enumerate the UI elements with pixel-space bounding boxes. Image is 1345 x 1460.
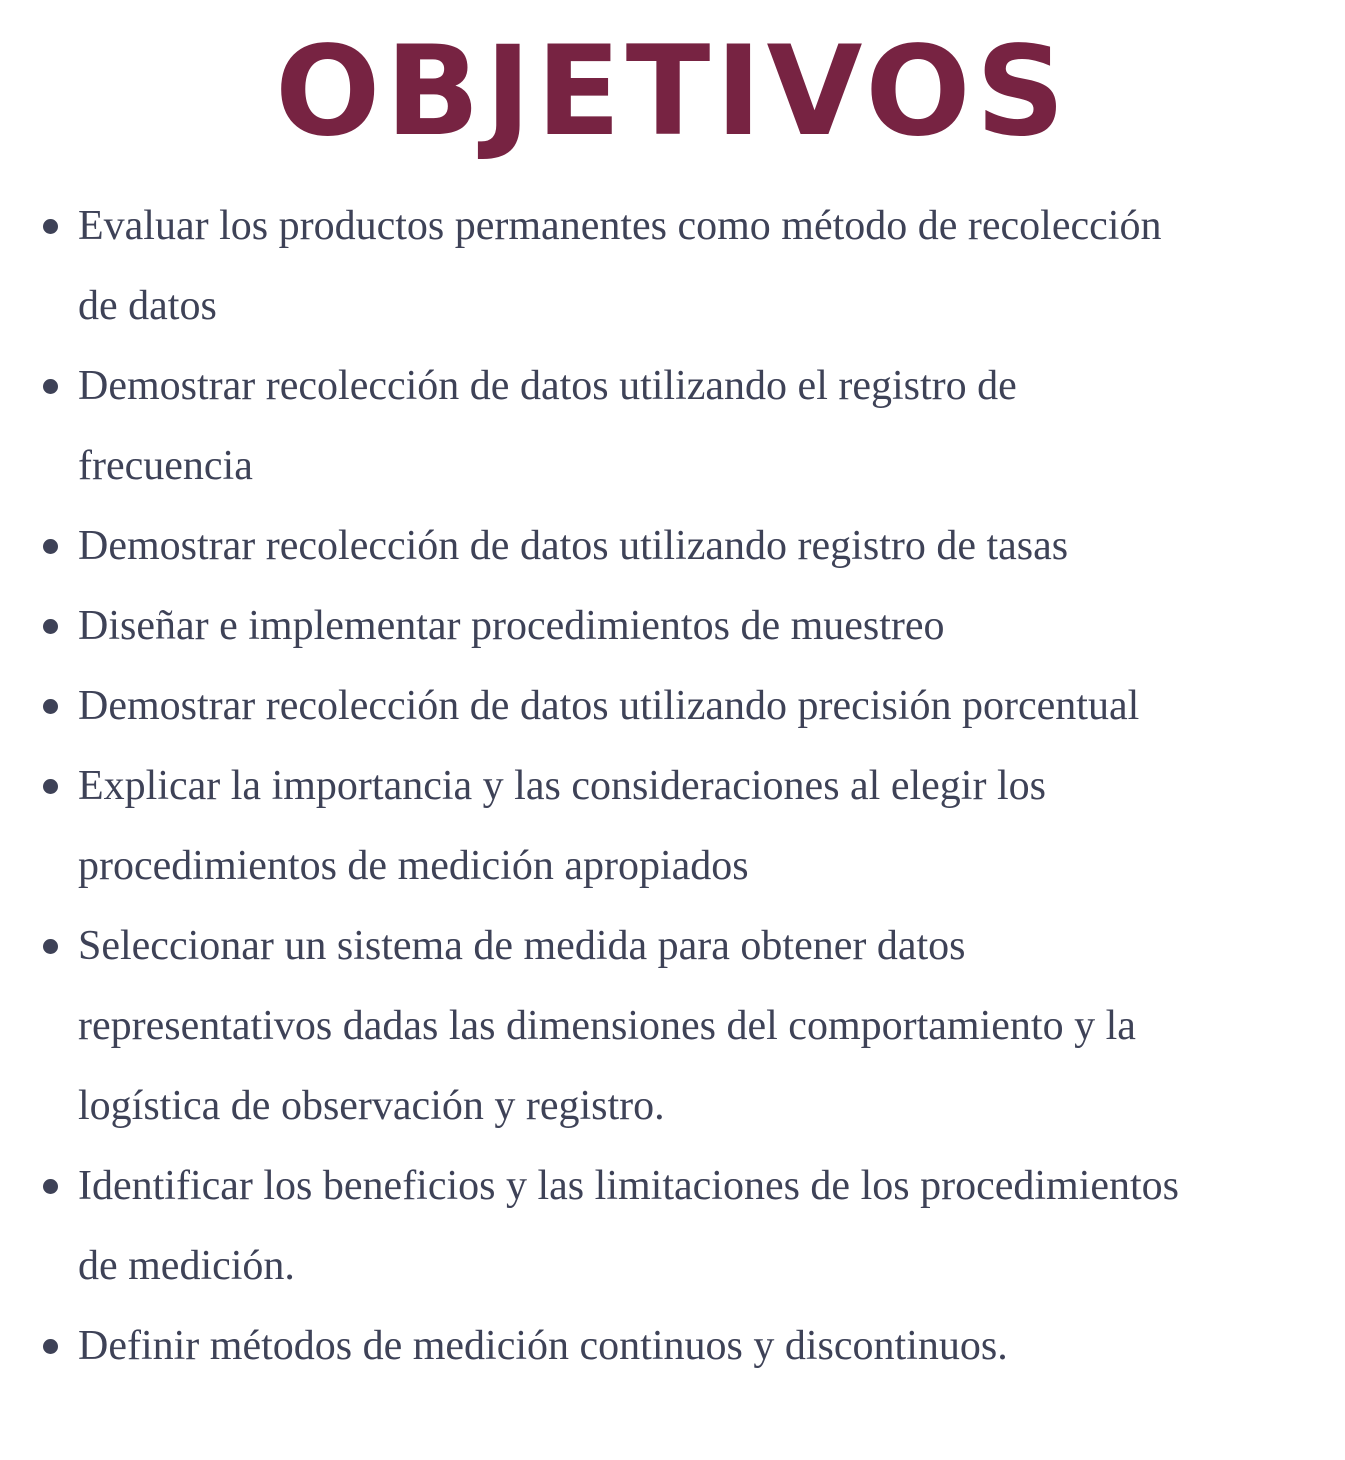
objective-item [78,746,1345,906]
objectives-list [0,186,1345,1386]
bullet-icon [43,539,58,554]
objective-item [78,1146,1345,1306]
objective-item [78,186,1345,346]
objective-line: Explicar la importancia y las consideraciones al elegir los [78,763,1046,809]
objective-line: Demostrar recolección de datos utilizando registro de tasas [78,523,1069,569]
objective-line: Diseñar e implementar procedimientos de muestreo [78,603,945,649]
objective-item [78,506,1345,586]
objective-line: Evaluar los productos permanentes como método de recolección [78,203,1162,249]
objective-item [78,666,1345,746]
objective-line: logística de observación y registro. [78,1083,665,1129]
objective-line: de medición. [78,1243,295,1289]
objective-line: Demostrar recolección de datos utilizando el registro de [78,363,1017,409]
objective-item [78,346,1345,506]
bullet-icon [43,619,58,634]
slide [0,20,1345,1460]
bullet-icon [43,779,58,794]
page-title: OBJETIVOS [275,20,1070,164]
bullet-icon [43,1179,58,1194]
bullet-icon [43,699,58,714]
objective-line: procedimientos de medición apropiados [78,843,749,889]
objective-line: Seleccionar un sistema de medida para obtener datos [78,923,966,969]
objective-line: frecuencia [78,443,253,489]
objective-line: Demostrar recolección de datos utilizando precisión porcentual [78,683,1140,729]
objective-line: Definir métodos de medición continuos y discontinuos. [78,1323,1008,1369]
bullet-icon [43,1339,58,1354]
bullet-icon [43,219,58,234]
objective-item [78,906,1345,1146]
objective-item [78,1306,1345,1386]
bullet-icon [43,379,58,394]
objective-line: representativos dadas las dimensiones del comportamiento y la [78,1003,1136,1049]
objective-line: de datos [78,283,217,329]
objective-item [78,586,1345,666]
objective-line: Identificar los beneficios y las limitaciones de los procedimientos [78,1163,1180,1209]
bullet-icon [43,939,58,954]
